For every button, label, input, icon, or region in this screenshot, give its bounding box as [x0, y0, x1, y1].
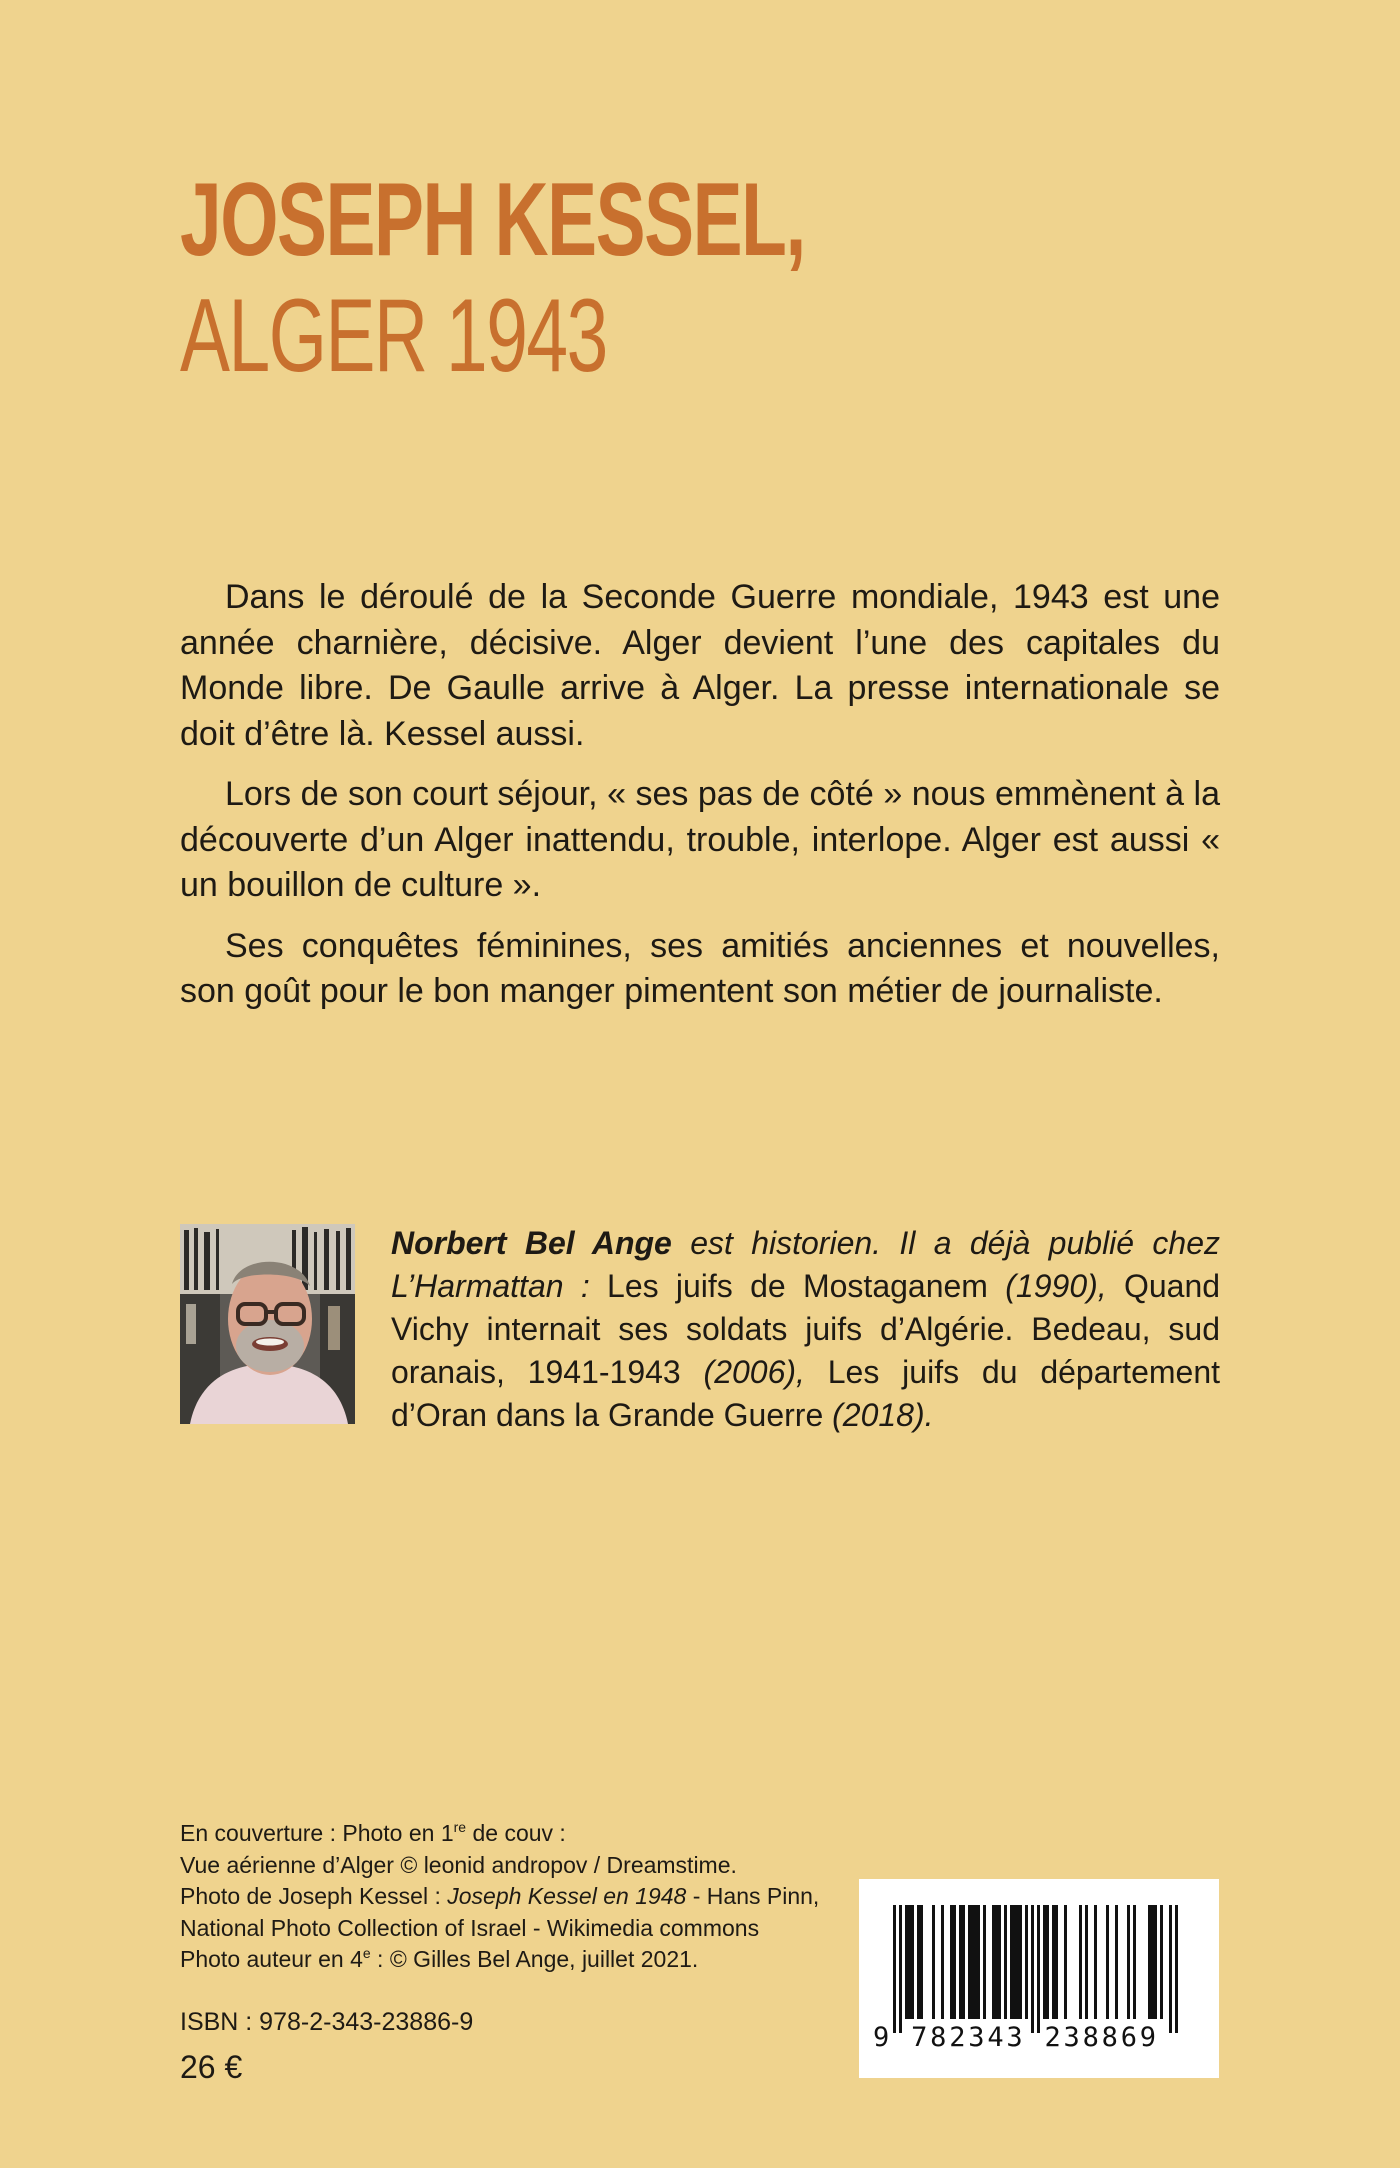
barcode — [859, 1879, 1219, 2078]
barcode-bar — [899, 1905, 902, 2033]
credit-cover-sup: re — [453, 1819, 467, 1835]
isbn: ISBN : 978-2-343-23886-9 — [180, 2008, 474, 2036]
barcode-bar — [1025, 1905, 1028, 2019]
price: 26 € — [180, 2049, 243, 2085]
author-portrait-icon — [180, 1224, 355, 1424]
barcode-bar — [1010, 1905, 1013, 2019]
credit-author-prefix: Photo auteur en 4 — [180, 1946, 363, 1972]
barcode-bar — [1037, 1905, 1040, 2033]
barcode-bar — [959, 1905, 962, 2019]
barcode-bar — [1016, 1905, 1019, 2019]
barcode-bar — [968, 1905, 971, 2019]
barcode-bar — [977, 1905, 980, 2019]
barcode-bar — [1085, 1905, 1088, 2019]
credit-kessel-prefix: Photo de Joseph Kessel : — [180, 1883, 448, 1909]
credit-line-author-photo — [180, 1944, 880, 1976]
book-year-3: (2018). — [832, 1397, 934, 1433]
credit-cover-prefix: En couverture : Photo en 1 — [180, 1820, 454, 1846]
barcode-bar — [1064, 1905, 1067, 2019]
barcode-bar — [995, 1905, 998, 2019]
barcode-bar — [1175, 1905, 1178, 2033]
blurb-paragraph-3: Ses conquêtes féminines, ses amitiés anciennes et nouvelles, son goût pour le bon manger pimentent son métier de journaliste. — [180, 926, 1220, 1010]
barcode-bar — [998, 1905, 1001, 2019]
barcode-bar — [974, 1905, 977, 2019]
credit-kessel-title: Joseph Kessel en 1948 — [447, 1883, 687, 1909]
barcode-bar — [1115, 1905, 1118, 2019]
barcode-bar — [1043, 1905, 1046, 2019]
barcode-bar — [1019, 1905, 1022, 2019]
barcode-bar — [932, 1905, 935, 2019]
barcode-bar — [920, 1905, 923, 2019]
blurb-paragraph-1: Dans le déroulé de la Seconde Guerre mondiale, 1943 est une année charnière, décisive. Alger devient l’une des capitales du Monde libre. De Gaulle arrive à Alger. La presse internationale se doit d’être là. Kessel aussi. — [180, 578, 1220, 753]
barcode-bar — [911, 1905, 914, 2019]
barcode-bar — [1148, 1905, 1151, 2019]
author-intro: est historien. Il a déjà publié chez L’Harmattan : — [391, 1225, 1221, 1304]
barcode-bar — [1169, 1905, 1172, 2033]
title-line-place-year: ALGER 1943 — [180, 278, 607, 394]
credit-author-suffix: : © Gilles Bel Ange, juillet 2021. — [370, 1946, 699, 1972]
credit-line-collection: National Photo Collection of Israel - Wikimedia commons — [180, 1914, 760, 1941]
barcode-bar — [1055, 1905, 1058, 2019]
barcode-bar — [1094, 1905, 1097, 2019]
credit-line-cover — [180, 1818, 880, 1850]
credit-line-aerial: Vue aérienne d’Alger © leonid andropov / Dreamstime. — [180, 1851, 737, 1878]
barcode-bar — [962, 1905, 965, 2019]
barcode-bar — [908, 1905, 911, 2019]
blurb — [180, 575, 1220, 1030]
barcode-bar — [917, 1905, 920, 2019]
credit-author-sup: e — [362, 1945, 371, 1961]
barcode-bar — [983, 1905, 986, 2019]
barcode-digits: 9 782343 238869 — [873, 2022, 1159, 2053]
photo-credits — [180, 1818, 880, 1976]
book-year-1: (1990), — [1005, 1268, 1107, 1304]
barcode-bar — [1133, 1905, 1136, 2019]
author-bio — [391, 1222, 1220, 1437]
barcode-bar — [1004, 1905, 1007, 2019]
barcode-bar — [1031, 1905, 1034, 2033]
barcode-bar — [953, 1905, 956, 2019]
book-title-3: Les juifs du département d’Oran dans la Grande Guerre — [391, 1354, 1220, 1433]
author-name: Norbert Bel Ange — [391, 1225, 672, 1261]
barcode-bar — [992, 1905, 995, 2019]
credit-kessel-suffix: - Hans Pinn, — [686, 1883, 820, 1909]
barcode-bar — [1160, 1905, 1163, 2019]
book-title-2: Quand Vichy internait ses soldats juifs d’Algérie. Bedeau, sud oranais, 1941-1943 — [391, 1268, 1221, 1390]
book-year-2: (2006), — [703, 1354, 805, 1390]
barcode-bar — [941, 1905, 944, 2019]
barcode-bar — [905, 1905, 908, 2019]
barcode-bar — [1151, 1905, 1154, 2019]
barcode-bar — [1154, 1905, 1157, 2019]
credit-cover-suffix: de couv : — [466, 1820, 566, 1846]
barcode-bar — [950, 1905, 953, 2019]
blurb-paragraph-2: Lors de son court séjour, « ses pas de côté » nous emmènent à la découverte d’un Alger inattendu, trouble, interlope. Alger est aussi « un bouillon de culture ». — [180, 775, 1220, 904]
barcode-bar — [1046, 1905, 1049, 2019]
author-photo — [180, 1224, 355, 1424]
barcode-bar — [1106, 1905, 1109, 2019]
barcode-bar — [893, 1905, 896, 2033]
book-title — [180, 160, 1280, 396]
barcode-bar — [1052, 1905, 1055, 2019]
barcode-bar — [1013, 1905, 1016, 2019]
credit-line-kessel-photo — [180, 1881, 880, 1913]
book-title-1: Les juifs de Mostaganem — [607, 1268, 988, 1304]
barcode-bar — [971, 1905, 974, 2019]
barcode-bar — [1079, 1905, 1082, 2019]
title-line-author-subject: JOSEPH KESSEL, — [180, 162, 805, 278]
barcode-bar — [1127, 1905, 1130, 2019]
